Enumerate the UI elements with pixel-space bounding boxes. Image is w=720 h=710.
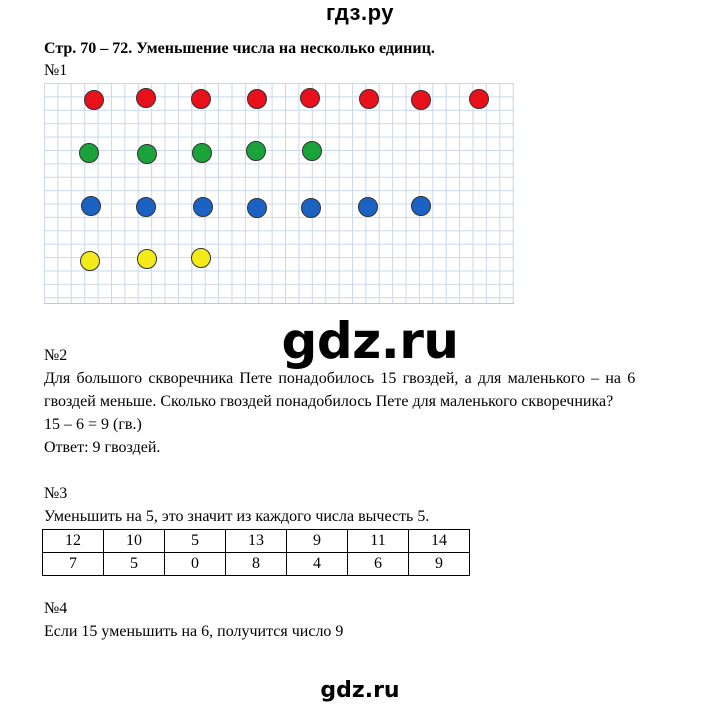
red-circle xyxy=(300,88,320,108)
task2-label: №2 xyxy=(44,347,68,364)
site-logo: гдз.ру xyxy=(326,0,394,25)
red-circle xyxy=(191,89,211,109)
task2-text-line2: гвоздей меньше. Сколько гвоздей понадобилось Пете для маленького скворечника? xyxy=(44,393,614,410)
blue-circle xyxy=(411,196,431,216)
table-cell: 10 xyxy=(104,530,165,553)
footer-watermark: gdz.ru xyxy=(320,678,400,703)
table-cell: 7 xyxy=(43,553,104,576)
red-circle xyxy=(359,89,379,109)
task2-solution: 15 – 6 = 9 (гв.) xyxy=(44,416,142,433)
red-circle xyxy=(247,89,267,109)
table-cell: 11 xyxy=(348,530,409,553)
yellow-circle xyxy=(137,249,157,269)
table-cell: 13 xyxy=(226,530,287,553)
task2-text-line1: Для большого скворечника Пете понадобилось 15 гвоздей, а для маленького – на 6 xyxy=(44,370,636,387)
green-circle xyxy=(137,144,157,164)
table-cell: 5 xyxy=(104,553,165,576)
table-row xyxy=(43,530,470,553)
task4-label: №4 xyxy=(44,600,68,617)
table-cell: 0 xyxy=(165,553,226,576)
green-circle xyxy=(302,141,322,161)
dot-grid xyxy=(44,83,514,304)
table-cell: 8 xyxy=(226,553,287,576)
watermark: gdz.ru xyxy=(281,312,459,370)
yellow-circle xyxy=(80,251,100,271)
red-circle xyxy=(411,90,431,110)
table-cell: 9 xyxy=(409,553,470,576)
red-circle xyxy=(469,89,489,109)
blue-circle xyxy=(301,198,321,218)
yellow-circle xyxy=(191,248,211,268)
blue-circle xyxy=(193,197,213,217)
table-cell: 5 xyxy=(165,530,226,553)
green-circle xyxy=(246,141,266,161)
table-cell: 6 xyxy=(348,553,409,576)
task2-answer: Ответ: 9 гвоздей. xyxy=(44,439,161,456)
blue-circle xyxy=(247,198,267,218)
blue-circle xyxy=(136,197,156,217)
blue-circle xyxy=(81,196,101,216)
red-circle xyxy=(136,88,156,108)
page-heading: Стр. 70 – 72. Уменьшение числа на несколько единиц. xyxy=(44,40,435,57)
green-circle xyxy=(192,143,212,163)
task3-label: №3 xyxy=(44,485,68,502)
task1-label: №1 xyxy=(44,62,68,79)
table-cell: 14 xyxy=(409,530,470,553)
table-row xyxy=(43,553,470,576)
red-circle xyxy=(84,90,104,110)
table-cell: 12 xyxy=(43,530,104,553)
table-cell: 4 xyxy=(287,553,348,576)
table-cell: 9 xyxy=(287,530,348,553)
numbers-table xyxy=(42,529,470,576)
task4-text: Если 15 уменьшить на 6, получится число 9 xyxy=(44,623,344,640)
blue-circle xyxy=(358,197,378,217)
task3-text: Уменьшить на 5, это значит из каждого числа вычесть 5. xyxy=(44,508,430,525)
green-circle xyxy=(79,143,99,163)
